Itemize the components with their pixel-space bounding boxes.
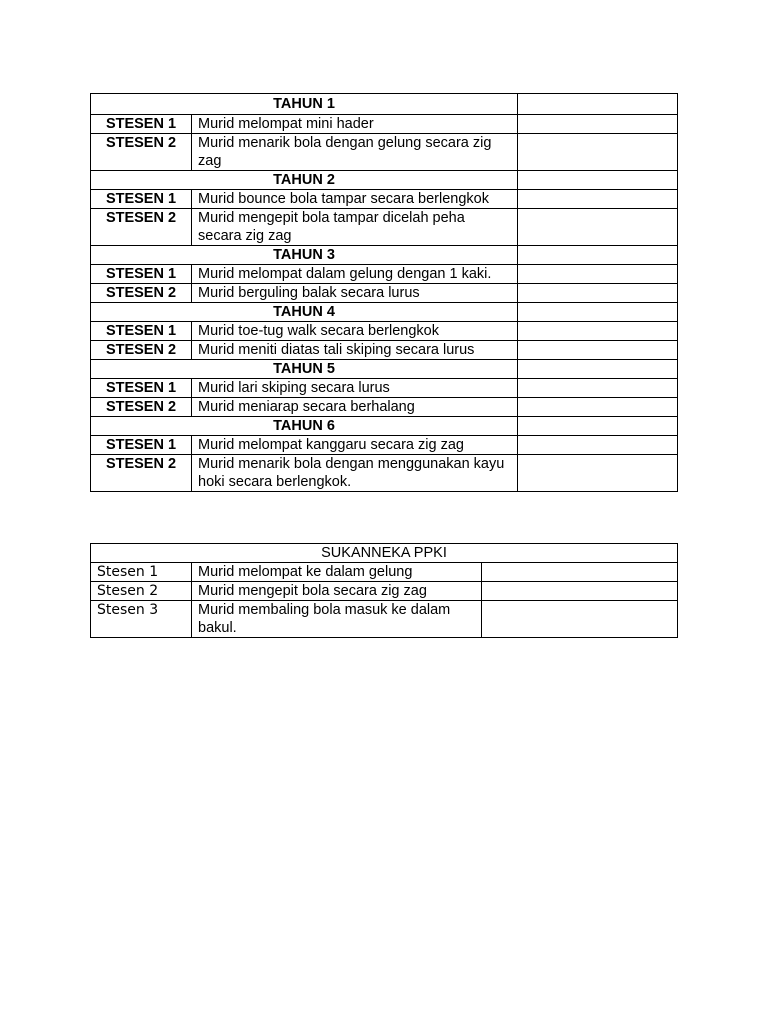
- blank-cell: [482, 601, 678, 638]
- station-label: STESEN 1: [91, 115, 192, 134]
- station-activity: Murid menarik bola dengan menggunakan kayu hoki secara berlengkok.: [192, 455, 518, 492]
- station-activity: Murid menarik bola dengan gelung secara zig zag: [192, 134, 518, 171]
- table-row: [91, 563, 678, 582]
- year-header-row: [91, 246, 678, 265]
- table-row: [91, 284, 678, 303]
- station-activity: Murid meniti diatas tali skiping secara lurus: [192, 341, 518, 360]
- year-title: TAHUN 2: [91, 171, 518, 190]
- year-header-row: [91, 417, 678, 436]
- station-label: STESEN 1: [91, 436, 192, 455]
- station-activity: Murid melompat mini hader: [192, 115, 518, 134]
- table-row: [91, 134, 678, 171]
- station-activity: Murid toe-tug walk secara berlengkok: [192, 322, 518, 341]
- year-title: TAHUN 4: [91, 303, 518, 322]
- year-header-row: [91, 360, 678, 379]
- blank-cell: [482, 563, 678, 582]
- station-activity: Murid lari skiping secara lurus: [192, 379, 518, 398]
- station-label: STESEN 2: [91, 284, 192, 303]
- station-label: STESEN 1: [91, 265, 192, 284]
- table-row: [91, 209, 678, 246]
- blank-cell: [518, 265, 678, 284]
- station-label: STESEN 2: [91, 455, 192, 492]
- station-activity: Murid mengepit bola tampar dicelah peha secara zig zag: [192, 209, 518, 246]
- blank-cell: [518, 134, 678, 171]
- blank-cell: [518, 360, 678, 379]
- year-header-row: [91, 171, 678, 190]
- table-row: [91, 115, 678, 134]
- blank-cell: [518, 303, 678, 322]
- year-title: TAHUN 1: [91, 94, 518, 115]
- ppki-stations-table: [90, 543, 678, 638]
- year-title: TAHUN 3: [91, 246, 518, 265]
- year-title: TAHUN 5: [91, 360, 518, 379]
- station-label: STESEN 1: [91, 322, 192, 341]
- station-label: STESEN 1: [91, 379, 192, 398]
- station-label: STESEN 2: [91, 209, 192, 246]
- station-label: STESEN 2: [91, 134, 192, 171]
- table-row: [91, 398, 678, 417]
- table-row: [91, 322, 678, 341]
- station-activity: Murid bounce bola tampar secara berlengkok: [192, 190, 518, 209]
- station-activity: Murid mengepit bola secara zig zag: [192, 582, 482, 601]
- blank-cell: [518, 322, 678, 341]
- station-activity: Murid melompat dalam gelung dengan 1 kaki.: [192, 265, 518, 284]
- table-row: [91, 190, 678, 209]
- ppki-title: SUKANNEKA PPKI: [91, 544, 678, 563]
- blank-cell: [518, 398, 678, 417]
- blank-cell: [518, 246, 678, 265]
- blank-cell: [518, 379, 678, 398]
- table-row: [91, 265, 678, 284]
- year-stations-table: [90, 93, 678, 492]
- station-label: STESEN 1: [91, 190, 192, 209]
- ppki-header-row: [91, 544, 678, 563]
- station-label: STESEN 2: [91, 398, 192, 417]
- station-activity: Murid meniarap secara berhalang: [192, 398, 518, 417]
- table-row: [91, 455, 678, 492]
- blank-cell: [518, 171, 678, 190]
- table-row: [91, 582, 678, 601]
- station-activity: Murid melompat kanggaru secara zig zag: [192, 436, 518, 455]
- blank-cell: [518, 209, 678, 246]
- station-label: Stesen 1: [91, 563, 192, 582]
- table-row: [91, 341, 678, 360]
- station-activity: Murid melompat ke dalam gelung: [192, 563, 482, 582]
- table-row: [91, 601, 678, 638]
- blank-cell: [518, 455, 678, 492]
- blank-cell: [482, 582, 678, 601]
- year-title: TAHUN 6: [91, 417, 518, 436]
- blank-cell: [518, 341, 678, 360]
- table-row: [91, 379, 678, 398]
- blank-cell: [518, 417, 678, 436]
- blank-cell: [518, 94, 678, 115]
- blank-cell: [518, 190, 678, 209]
- station-label: STESEN 2: [91, 341, 192, 360]
- blank-cell: [518, 115, 678, 134]
- blank-cell: [518, 284, 678, 303]
- table-row: [91, 436, 678, 455]
- station-label: Stesen 3: [91, 601, 192, 638]
- year-header-row: [91, 303, 678, 322]
- station-label: Stesen 2: [91, 582, 192, 601]
- blank-cell: [518, 436, 678, 455]
- station-activity: Murid berguling balak secara lurus: [192, 284, 518, 303]
- station-activity: Murid membaling bola masuk ke dalam bakul.: [192, 601, 482, 638]
- year-header-row: [91, 94, 678, 115]
